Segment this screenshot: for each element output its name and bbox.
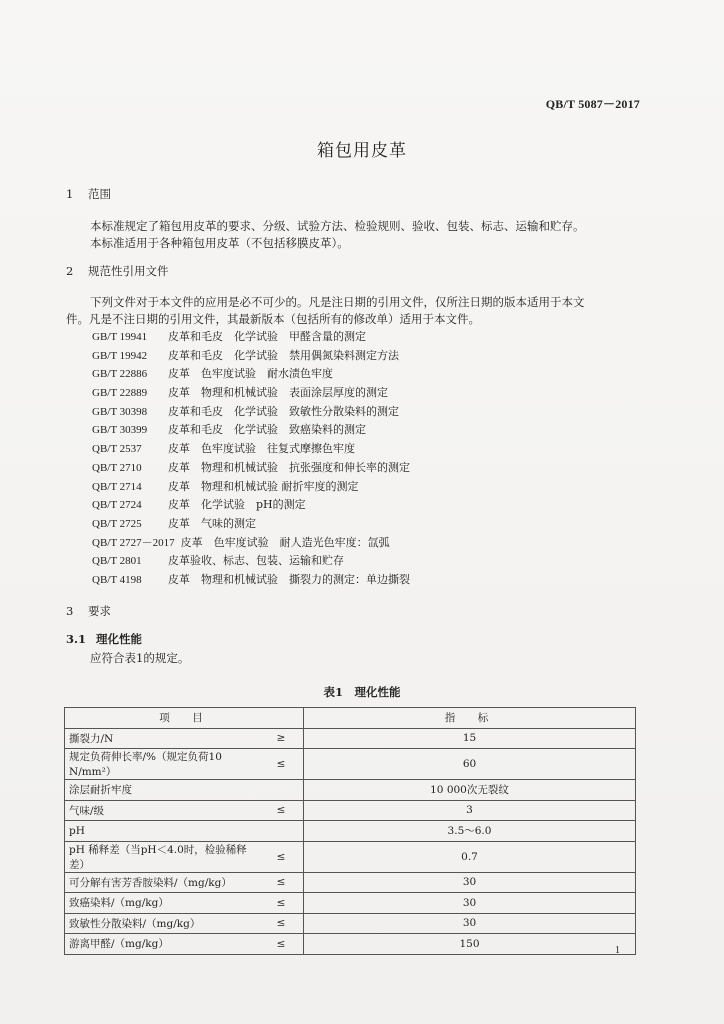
row-symbol: ≤ [259, 749, 304, 780]
subsection-number: 3.1 [66, 632, 87, 646]
section-number: 3 [66, 604, 74, 618]
section-3-heading [66, 603, 111, 619]
section-2-intro-line-2: 件。凡是不注日期的引用文件，其最新版本（包括所有的修改单）适用于本文件。 [66, 312, 480, 326]
section-title: 要求 [88, 604, 111, 618]
row-value: 3.5～6.0 [304, 821, 636, 842]
reference-title: 皮革 物理和机械试验 抗张强度和伸长率的测定 [168, 460, 410, 474]
reference-item [92, 534, 410, 553]
reference-code: GB/T 22889 [92, 387, 148, 400]
reference-title: 皮革 色牢度试验 往复式摩擦色牢度 [168, 442, 355, 456]
page-number: 1 [615, 945, 620, 956]
properties-table [64, 707, 636, 955]
table-row [65, 780, 636, 801]
row-symbol: ≤ [259, 872, 304, 893]
standard-code: QB/T 5087－2017 [545, 97, 640, 111]
reference-title: 皮革 色牢度试验 耐水渍色牢度 [168, 367, 333, 381]
table-row [65, 934, 636, 955]
table-row [65, 841, 636, 872]
reference-title: 皮革和毛皮 化学试验 致敏性分散染料的测定 [168, 404, 399, 418]
reference-title: 皮革 色牢度试验 耐人造光色牢度：氙弧 [180, 535, 390, 549]
row-symbol: ≤ [259, 841, 304, 872]
row-value: 15 [304, 728, 636, 749]
table-row [65, 749, 636, 780]
reference-title: 皮革和毛皮 化学试验 甲醛含量的测定 [168, 330, 366, 343]
section-2-heading [66, 263, 169, 279]
section-number: 2 [66, 264, 74, 278]
row-value: 30 [304, 872, 636, 893]
reference-code: QB/T 2714 [92, 480, 142, 493]
reference-item [92, 496, 410, 515]
reference-item [92, 384, 410, 403]
row-item: 涂层耐折牢度 [65, 780, 260, 801]
section-title: 范围 [88, 187, 111, 201]
header-value: 指 标 [304, 708, 636, 729]
reference-item [92, 571, 410, 590]
document-title: 箱包用皮革 [317, 141, 407, 161]
row-item: pH 稀释差（当pH＜4.0时，检验稀释差） [65, 841, 260, 872]
row-symbol: ≤ [259, 800, 304, 821]
row-item: 游离甲醛/（mg/kg） [65, 934, 260, 955]
reference-title: 皮革 气味的测定 [168, 516, 256, 530]
reference-item [92, 515, 410, 534]
reference-code: GB/T 30398 [92, 405, 148, 418]
section-number: 1 [66, 187, 74, 201]
reference-title: 皮革 物理和机械试验 耐折牢度的测定 [168, 479, 359, 493]
reference-code: QB/T 4198 [92, 573, 142, 586]
table-row [65, 872, 636, 893]
reference-title: 皮革 物理和机械试验 撕裂力的测定：单边撕裂 [168, 572, 410, 586]
reference-item [92, 365, 410, 384]
reference-code: GB/T 22886 [92, 368, 148, 381]
row-value: 30 [304, 893, 636, 914]
section-2-intro-line-1: 下列文件对于本文件的应用是必不可少的。凡是注日期的引用文件，仅所注日期的版本适用于本文 [90, 295, 585, 309]
row-symbol: ≤ [259, 934, 304, 955]
reference-item [92, 478, 410, 497]
table-row [65, 913, 636, 934]
header-item: 项 目 [65, 708, 304, 729]
table-header-row [65, 708, 636, 729]
row-symbol [259, 821, 304, 842]
subsection-3-1-heading [66, 631, 142, 647]
row-item: 撕裂力/N [65, 728, 260, 749]
section-title: 规范性引用文件 [88, 264, 169, 278]
table-row [65, 728, 636, 749]
reference-item [92, 459, 410, 478]
reference-code: GB/T 19942 [92, 349, 148, 362]
table-row [65, 821, 636, 842]
reference-code: QB/T 2724 [92, 499, 142, 512]
reference-title: 皮革 化学试验 pH的测定 [168, 498, 306, 512]
section-1-heading [66, 186, 111, 202]
reference-title: 皮革验收、标志、包装、运输和贮存 [168, 554, 344, 568]
reference-code: QB/T 2710 [92, 461, 142, 474]
row-item: pH [65, 821, 260, 842]
row-value: 30 [304, 913, 636, 934]
table-row [65, 893, 636, 914]
reference-item [92, 347, 410, 366]
reference-item [92, 403, 410, 422]
row-item: 致癌染料/（mg/kg） [65, 893, 260, 914]
subsection-title: 理化性能 [96, 632, 142, 646]
reference-code: QB/T 2727－2017 [92, 536, 175, 549]
row-value: 0.7 [304, 841, 636, 872]
reference-item [92, 421, 410, 440]
row-value: 3 [304, 800, 636, 821]
section-1-paragraph-2: 本标准适用于各种箱包用皮革（不包括移膜皮革）。 [90, 236, 349, 250]
row-value: 10 000次无裂纹 [304, 780, 636, 801]
subsection-3-1-text: 应符合表1的规定。 [90, 651, 190, 665]
reference-item [92, 328, 410, 347]
reference-item [92, 552, 410, 571]
row-item: 规定负荷伸长率/%（规定负荷10 N/mm²） [65, 749, 260, 780]
table-row [65, 800, 636, 821]
reference-title: 皮革和毛皮 化学试验 致癌染料的测定 [168, 423, 366, 437]
section-1-paragraph-1: 本标准规定了箱包用皮革的要求、分级、试验方法、检验规则、验收、包装、标志、运输和贮存。 [90, 219, 585, 233]
row-item: 气味/级 [65, 800, 260, 821]
row-symbol: ≥ [259, 728, 304, 749]
reference-item [92, 440, 410, 459]
reference-title: 皮革和毛皮 化学试验 禁用偶氮染料测定方法 [168, 348, 399, 362]
reference-code: GB/T 30399 [92, 424, 148, 437]
reference-code: QB/T 2725 [92, 517, 142, 530]
reference-code: QB/T 2801 [92, 555, 142, 568]
row-item: 可分解有害芳香胺染料/（mg/kg） [65, 872, 260, 893]
row-item: 致敏性分散染料/（mg/kg） [65, 913, 260, 934]
table-caption: 表1 理化性能 [323, 685, 401, 699]
row-symbol [259, 780, 304, 801]
row-symbol: ≤ [259, 913, 304, 934]
row-value: 150 [304, 934, 636, 955]
row-symbol: ≤ [259, 893, 304, 914]
reference-list [92, 328, 410, 590]
reference-code: QB/T 2537 [92, 443, 142, 456]
reference-title: 皮革 物理和机械试验 表面涂层厚度的测定 [168, 386, 388, 400]
reference-code: GB/T 19941 [92, 331, 148, 343]
row-value: 60 [304, 749, 636, 780]
